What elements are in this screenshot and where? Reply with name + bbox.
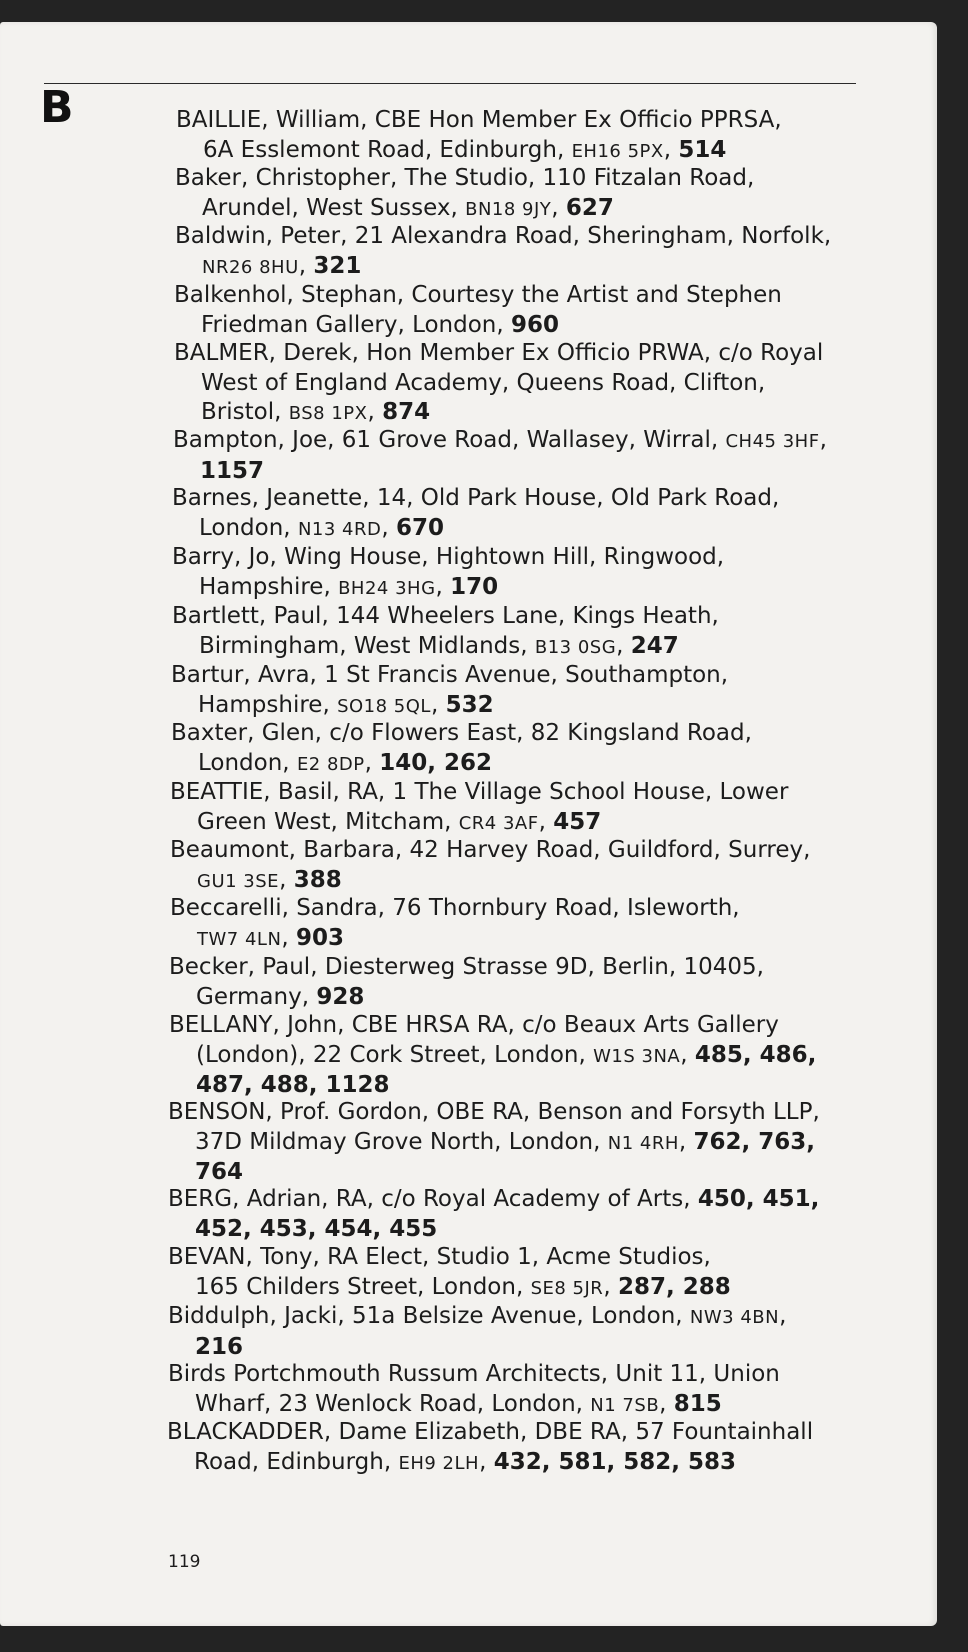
- separator: ,: [367, 399, 383, 425]
- entry-line: BENSON, Prof. Gordon, OBE RA, Benson and Forsyth LLP,: [168, 1099, 820, 1125]
- page-reference: 514: [678, 136, 727, 163]
- separator: ,: [678, 1128, 694, 1155]
- address-text: Germany,: [196, 983, 317, 1010]
- page-reference: 170: [450, 573, 499, 600]
- postcode: N1 7SB: [590, 1394, 660, 1416]
- page-reference: 762, 763,: [693, 1128, 816, 1155]
- entry-line: Birds Portchmouth Russum Architects, Unit 11, Union: [168, 1361, 780, 1387]
- book-page: [0, 22, 937, 1626]
- postcode: N1 4RH: [607, 1132, 679, 1154]
- page-reference: 928: [316, 983, 365, 1010]
- index-entry: [172, 543, 724, 603]
- index-entry: [176, 106, 782, 166]
- entry-line: Bartur, Avra, 1 St Francis Avenue, Southampton,: [171, 662, 729, 688]
- separator: ,: [281, 924, 297, 951]
- entry-line: Baldwin, Peter, 21 Alexandra Road, Sheringham, Norfolk,: [175, 223, 832, 249]
- entry-line: Baxter, Glen, c/o Flowers East, 82 Kingsland Road,: [171, 720, 752, 746]
- address-text: Hampshire,: [199, 573, 339, 600]
- index-entry: [170, 836, 810, 896]
- entry-line: Beccarelli, Sandra, 76 Thornbury Road, Isleworth,: [170, 895, 740, 921]
- address-text: Green West, Mitcham,: [197, 808, 459, 835]
- separator: ,: [479, 1448, 494, 1475]
- entry-line: [174, 311, 782, 341]
- page-reference: 247: [630, 632, 679, 659]
- entry-line: BEVAN, Tony, RA Elect, Studio 1, Acme Studios,: [168, 1244, 711, 1270]
- entry-line: [168, 1302, 786, 1333]
- address-text: Road, Edinburgh,: [194, 1448, 399, 1475]
- entry-line: Barnes, Jeanette, 14, Old Park House, Old Park Road,: [172, 485, 780, 511]
- entry-line: [168, 1390, 780, 1421]
- entry-line: [175, 252, 831, 283]
- postcode: E2 8DP: [296, 753, 365, 775]
- entry-line: [173, 457, 827, 487]
- entry-line: Baker, Christopher, The Studio, 110 Fitzalan Road,: [175, 165, 755, 191]
- index-entry: [170, 778, 788, 838]
- page-reference: 960: [511, 311, 560, 338]
- entry-line: [172, 632, 719, 663]
- address-text: Biddulph, Jacki, 51a Belsize Avenue, London,: [168, 1303, 690, 1329]
- page-reference: 815: [673, 1390, 722, 1417]
- postcode: BS8 1PX: [288, 403, 368, 424]
- index-entry: [173, 426, 827, 486]
- entry-line: [168, 1333, 786, 1363]
- address-text: Arundel, West Sussex,: [202, 194, 466, 221]
- index-entry: [172, 484, 779, 544]
- entry-line: Becker, Paul, Diesterweg Strasse 9D, Berlin, 10405,: [169, 954, 764, 980]
- separator: ,: [663, 136, 679, 163]
- address-text: Wharf, 23 Wenlock Road, London,: [195, 1390, 591, 1417]
- page-reference: 487, 488, 1128: [196, 1072, 390, 1098]
- entry-line: Bartlett, Paul, 144 Wheelers Lane, Kings Heath,: [172, 603, 719, 629]
- postcode: TW7 4LN: [197, 928, 282, 950]
- separator: ,: [381, 514, 396, 541]
- page-reference: 532: [445, 691, 494, 718]
- separator: ,: [430, 691, 446, 718]
- entry-line: Barry, Jo, Wing House, Hightown Hill, Ringwood,: [172, 544, 725, 570]
- postcode: CH45 3HF: [725, 431, 820, 452]
- postcode: NR26 8HU: [202, 256, 299, 278]
- entry-line: [168, 1273, 731, 1304]
- postcode: GU1 3SE: [197, 870, 280, 892]
- page-reference: 903: [296, 924, 345, 951]
- page-reference: 874: [382, 399, 431, 425]
- separator: ,: [616, 632, 631, 659]
- entry-line: [176, 136, 782, 167]
- separator: ,: [279, 866, 294, 893]
- index-entry: [168, 1098, 820, 1188]
- page-reference: 321: [313, 252, 362, 279]
- address-text: (London), 22 Cork Street, London,: [196, 1041, 594, 1068]
- entry-line: [170, 808, 788, 839]
- entry-line: BLACKADDER, Dame Elizabeth, DBE RA, 57 Fountainhall: [167, 1419, 814, 1445]
- entry-line: BEATTIE, Basil, RA, 1 The Village School House, Lower: [170, 779, 789, 805]
- page-number: 119: [168, 1552, 201, 1572]
- entry-line: [174, 398, 823, 429]
- separator: ,: [298, 252, 314, 279]
- address-text: 37D Mildmay Grove North, London,: [195, 1128, 608, 1155]
- index-entry: [171, 661, 728, 721]
- entry-line: BALMER, Derek, Hon Member Ex Officio PRWA, c/o Royal: [174, 340, 824, 366]
- postcode: BH24 3HG: [338, 577, 436, 599]
- separator: ,: [680, 1041, 695, 1068]
- separator: ,: [819, 427, 827, 453]
- page-reference: 287, 288: [617, 1273, 731, 1300]
- page-reference: 432, 581, 582, 583: [493, 1448, 736, 1475]
- index-entry: [168, 1185, 819, 1244]
- section-letter: B: [40, 82, 74, 133]
- separator: ,: [603, 1273, 618, 1300]
- address-text: London,: [199, 514, 298, 541]
- header-rule: [44, 83, 856, 84]
- address-text: Friedman Gallery, London,: [201, 311, 512, 338]
- page-reference: 388: [293, 866, 342, 893]
- separator: ,: [435, 573, 451, 600]
- postcode: CR4 3AF: [458, 812, 539, 834]
- entry-line: [172, 514, 779, 545]
- postcode: EH16 5PX: [571, 140, 664, 162]
- index-entry: [174, 281, 782, 340]
- entry-line: BELLANY, John, CBE HRSA RA, c/o Beaux Arts Gallery: [169, 1012, 779, 1038]
- page-reference: 457: [553, 808, 602, 835]
- entry-line: West of England Academy, Queens Road, Clifton,: [201, 369, 766, 396]
- page-reference: 764: [195, 1159, 244, 1185]
- index-entry: [169, 953, 764, 1012]
- index-entry: [174, 339, 823, 429]
- entry-line: [173, 426, 827, 457]
- address-text: Bampton, Joe, 61 Grove Road, Wallasey, Wirral,: [173, 427, 726, 453]
- address-text: London,: [198, 749, 297, 776]
- postcode: BN18 9JY: [465, 198, 552, 220]
- entry-line: [169, 1041, 816, 1072]
- postcode: SE8 5JR: [530, 1277, 604, 1299]
- address-text: Birmingham, West Midlands,: [199, 632, 535, 659]
- postcode: NW3 4BN: [689, 1307, 780, 1328]
- entry-line: Beaumont, Barbara, 42 Harvey Road, Guildford, Surrey,: [170, 837, 811, 863]
- entry-line: [171, 749, 752, 780]
- entry-line: [168, 1128, 820, 1159]
- entry-line: [170, 866, 810, 897]
- postcode: W1S 3NA: [593, 1045, 681, 1067]
- postcode: N13 4RD: [297, 518, 382, 540]
- page-reference: 1157: [200, 457, 265, 484]
- page-reference: 627: [565, 194, 614, 221]
- entry-line: Balkenhol, Stephan, Courtesy the Artist and Stephen: [174, 282, 782, 308]
- index-entry: [171, 719, 752, 779]
- separator: ,: [779, 1303, 787, 1329]
- postcode: EH9 2LH: [398, 1452, 480, 1474]
- index-entry: [167, 1418, 813, 1478]
- index-entry: [175, 164, 754, 224]
- entry-line: [167, 1448, 813, 1479]
- entry-line: [171, 691, 728, 722]
- entry-line: [175, 194, 754, 225]
- page-reference: 670: [395, 514, 444, 541]
- entry-line: BAILLIE, William, CBE Hon Member Ex Officio PPRSA,: [176, 107, 782, 133]
- separator: ,: [551, 194, 566, 221]
- postcode: B13 0SG: [534, 636, 617, 658]
- entry-line: [168, 1185, 819, 1215]
- entry-line: [168, 1215, 819, 1245]
- page-reference: 452, 453, 454, 455: [195, 1215, 438, 1242]
- entry-line: [168, 1158, 820, 1188]
- entry-line: [169, 983, 764, 1013]
- postcode: SO18 5QL: [337, 695, 431, 717]
- entry-line: [172, 573, 724, 604]
- address-text: Bristol,: [201, 399, 289, 425]
- separator: ,: [538, 808, 554, 835]
- index-entry: [169, 1011, 816, 1101]
- separator: ,: [364, 749, 380, 776]
- page-reference: 140, 262: [379, 749, 493, 776]
- page-reference: 450, 451,: [697, 1186, 820, 1212]
- page-reference: 485, 486,: [694, 1041, 817, 1068]
- address-text: BERG, Adrian, RA, c/o Royal Academy of Arts,: [168, 1186, 698, 1212]
- address-text: 6A Esslemont Road, Edinburgh,: [203, 136, 572, 163]
- index-entry: [168, 1360, 780, 1420]
- entry-line: [169, 1071, 816, 1101]
- index-entry: [168, 1243, 731, 1303]
- separator: ,: [659, 1390, 674, 1417]
- index-entry: [170, 894, 740, 954]
- page-reference: 216: [195, 1333, 244, 1360]
- index-entry: [175, 222, 831, 282]
- index-entry: [168, 1302, 786, 1362]
- entry-line: [170, 924, 740, 955]
- address-text: Hampshire,: [198, 691, 338, 718]
- index-entry: [172, 602, 719, 662]
- address-text: 165 Childers Street, London,: [195, 1273, 531, 1300]
